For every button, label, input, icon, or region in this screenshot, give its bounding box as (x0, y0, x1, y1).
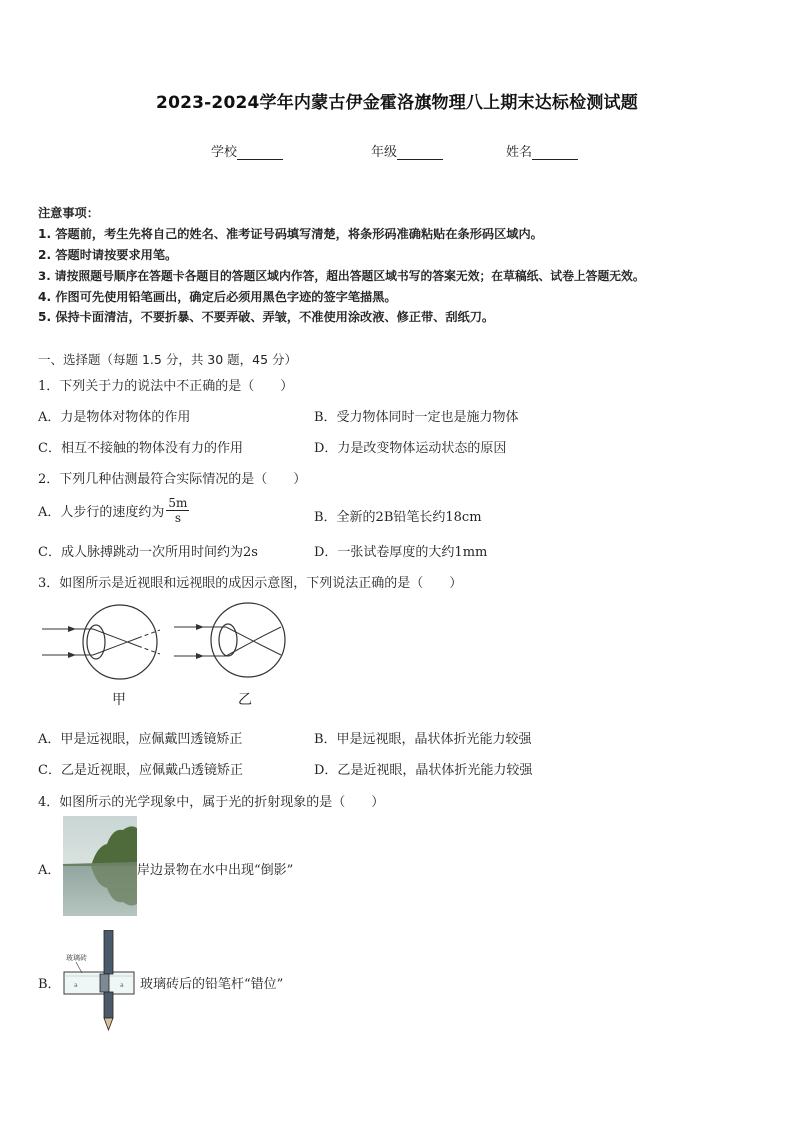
question-stem: 2．下列几种估测最符合实际情况的是（ ） (38, 472, 307, 487)
option-c: C．成人脉搏跳动一次所用时间约为2s (38, 545, 258, 560)
eye-yi (174, 603, 285, 677)
option-b-letter: B． (38, 977, 61, 992)
option-c: C．乙是近视眼，应佩戴凸透镜矫正 (38, 763, 243, 778)
glass-pencil-figure (62, 930, 138, 1034)
notice-item: 2. 答题时请按要求用笔。 (38, 248, 178, 262)
option-a (38, 496, 189, 525)
option-d: D．力是改变物体运动状态的原因 (314, 441, 507, 456)
glass-mark: a (120, 982, 124, 989)
grade-blank (397, 145, 443, 160)
notice-item: 1. 答题前，考生先将自己的姓名、准考证号码填写清楚，将条形码准确粘贴在条形码区域内。 (38, 227, 543, 241)
option-a-letter: A． (38, 863, 61, 878)
notice-item: 3. 请按照题号顺序在答题卡各题目的答题区域内作答，超出答题区域书写的答案无效；在草稿纸、试卷上答题无效。 (38, 269, 645, 283)
name-label: 姓名 (506, 145, 533, 160)
figure-label-jia: 甲 (112, 692, 126, 708)
option-d: D．乙是近视眼，晶状体折光能力较强 (314, 763, 533, 778)
question-stem: 4．如图所示的光学现象中，属于光的折射现象的是（ ） (38, 795, 385, 810)
question-stem: 3．如图所示是近视眼和远视眼的成因示意图，下列说法正确的是（ ） (38, 576, 463, 591)
option-d: D．一张试卷厚度的大约1mm (314, 545, 488, 560)
eye-diagram (38, 600, 298, 710)
reflection-photo (63, 816, 137, 916)
notice-item: 5. 保持卡面清洁，不要折暴、不要弄破、弄皱，不准使用涂改液、修正带、刮纸刀。 (38, 310, 495, 324)
option-b: B．受力物体同时一定也是施力物体 (314, 410, 519, 425)
question-stem: 1．下列关于力的说法中不正确的是（ ） (38, 379, 294, 394)
eye-jia (42, 605, 160, 679)
name-field (506, 141, 578, 160)
option-a: A．甲是远视眼，应佩戴凹透镜矫正 (38, 732, 243, 747)
name-blank (532, 145, 578, 160)
section-heading: 一、选择题（每题 1.5 分，共 30 题，45 分） (38, 352, 298, 367)
option-a-text: A．人步行的速度约为 (38, 505, 165, 520)
fraction-denominator: s (174, 511, 181, 525)
grade-label: 年级 (371, 145, 398, 160)
option-a: A．力是物体对物体的作用 (38, 410, 191, 425)
school-label: 学校 (211, 145, 238, 160)
option-b: B．全新的2B铅笔长约18cm (314, 510, 482, 525)
option-c: C．相互不接触的物体没有力的作用 (38, 441, 243, 456)
option-b-text: 玻璃砖后的铅笔杆“错位” (140, 977, 284, 992)
page-title: 2023-2024学年内蒙古伊金霍洛旗物理八上期末达标检测试题 (156, 93, 638, 113)
figure-label-yi: 乙 (238, 692, 252, 708)
option-a-text: 岸边景物在水中出现“倒影” (137, 863, 294, 878)
notice-heading: 注意事项： (38, 206, 99, 220)
speed-fraction (166, 496, 189, 525)
notice-item: 4. 作图可先使用铅笔画出，确定后必须用黑色字迹的签字笔描黑。 (38, 290, 397, 304)
fraction-numerator: 5m (168, 496, 188, 510)
school-field (211, 141, 283, 160)
school-blank (237, 145, 283, 160)
glass-label: 玻璃砖 (66, 954, 87, 962)
grade-field (371, 141, 443, 160)
glass-mark: a (74, 982, 78, 989)
option-b: B．甲是远视眼，晶状体折光能力较强 (314, 732, 532, 747)
